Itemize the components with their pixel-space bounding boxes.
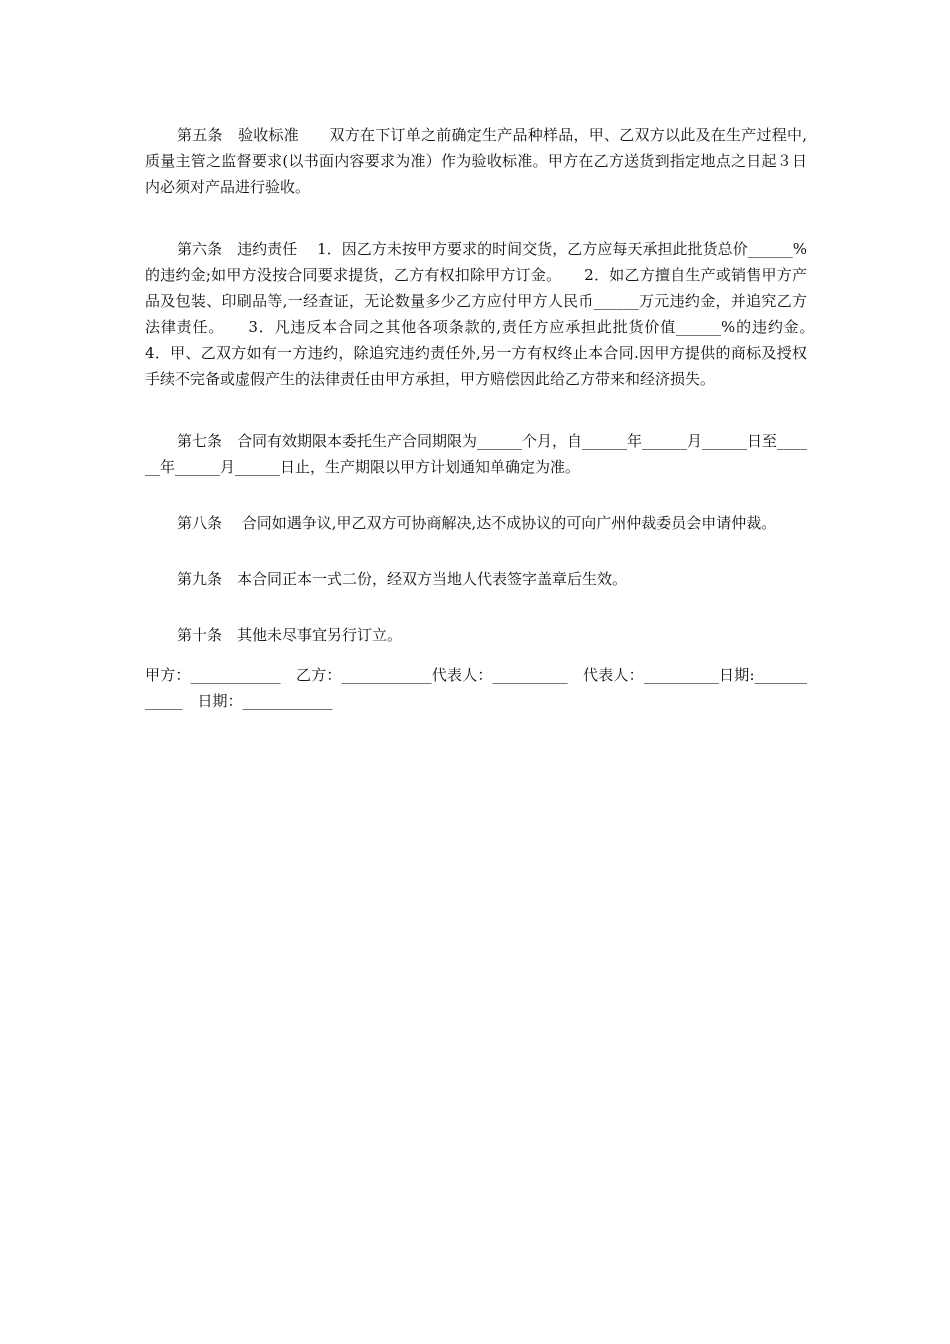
article-7: 第七条 合同有效期限本委托生产合同期限为______个月，自______年______月______日至______年______月______日止，生产期限以甲方计划通知单确定为准。: [145, 432, 808, 476]
article-10: 第十条 其他未尽事宜另行订立。: [177, 626, 403, 644]
signature-block: 甲方：____________ 乙方：____________代表人：__________ 代表人：__________日期:____________ 日期：____________: [145, 666, 807, 710]
article-6: 第六条 违约责任 1．因乙方未按甲方要求的时间交货，乙方应每天承担此批货总价______%的违约金;如甲方没按合同要求提货，乙方有权扣除甲方订金。 2．如乙方擅自生产或销售甲方产品及包装、印刷品等,一经查证，无论数量多少乙方应付甲方人民币______万元违约金，并追究乙方法律责任。 3．凡违反本合同之其他各项条款的,责任方应承担此批货价值______%的违约金。 4．甲、乙双方如有一方违约，除追究违约责任外,另一方有权终止本合同.因甲方提供的商标及授权手续不完备或虚假产生的法律责任由甲方承担，甲方赔偿因此给乙方带来和经济损失。: [145, 240, 838, 388]
article-9: 第九条 本合同正本一式二份，经双方当地人代表签字盖章后生效。: [177, 570, 628, 588]
article-8: 第八条 合同如遇争议,甲乙双方可协商解决,达不成协议的可向广州仲裁委员会申请仲裁。: [177, 514, 777, 532]
contract-page: [145, 122, 838, 714]
article-5: 第五条 验收标准 双方在下订单之前确定生产品种样品，甲、乙双方以此及在生产过程中,质量主管之监督要求(以书面内容要求为准）作为验收标准。甲方在乙方送货到指定地点之日起３日内必须对产品进行验收。: [145, 126, 807, 196]
